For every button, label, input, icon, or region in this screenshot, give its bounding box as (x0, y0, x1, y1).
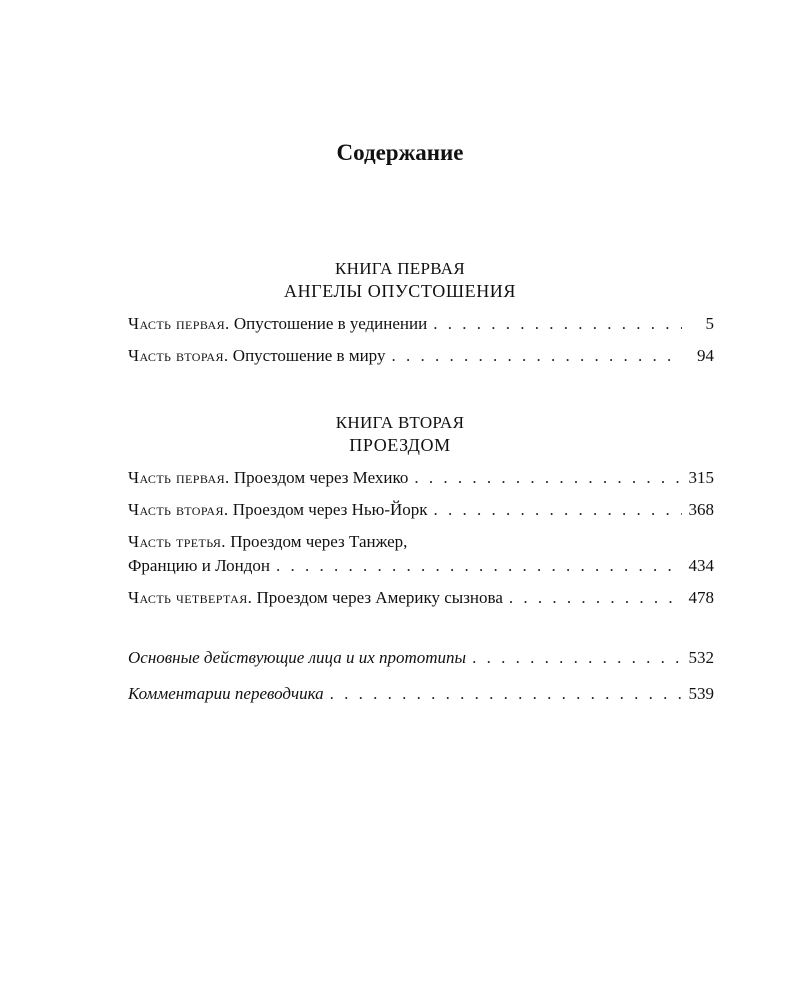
entry-title: Основные действующие лица и их прототипы (128, 648, 467, 667)
entry-title: Опустошение в миру (232, 346, 386, 365)
entry-title: Проездом через Америку сызнова (256, 588, 503, 607)
book-one-label: КНИГА ПЕРВАЯ (335, 259, 465, 278)
toc-entry-book2-part2[interactable] (128, 498, 714, 522)
page-number: 532 (688, 648, 714, 667)
part-label: Часть первая. (128, 468, 230, 487)
page-number: 539 (688, 684, 714, 703)
leader-dots (434, 498, 682, 522)
part-label: Часть вторая. (128, 346, 229, 365)
page-number: 368 (688, 500, 714, 519)
leader-dots (330, 682, 682, 706)
part-label: Часть четвертая. (128, 588, 253, 607)
book-two-label: КНИГА ВТОРАЯ (335, 413, 465, 432)
page-number: 315 (688, 468, 714, 487)
entry-title: Комментарии переводчика (128, 684, 324, 703)
part-label: Часть третья. (128, 532, 226, 551)
toc-entry-book1-part1[interactable] (128, 312, 714, 336)
toc-entry-characters[interactable] (128, 646, 714, 670)
entry-title: Проездом через Мехико (233, 468, 409, 487)
entry-first-line (128, 530, 714, 554)
book-two-name: ПРОЕЗДОМ (349, 435, 451, 455)
page-number: 94 (697, 346, 714, 365)
entry-title: Проездом через Танжер, (230, 532, 408, 551)
entry-title: Опустошение в уединении (233, 314, 428, 333)
toc-entry-book2-part3[interactable] (128, 530, 714, 578)
page-title: Содержание (336, 140, 464, 165)
book-two-heading (0, 412, 800, 456)
page-number: 478 (688, 588, 714, 607)
leader-dots (276, 554, 682, 578)
leader-dots (433, 312, 682, 336)
toc-entry-book2-part1[interactable] (128, 466, 714, 490)
book-one-heading (0, 258, 800, 302)
entry-title: Проездом через Нью-Йорк (232, 500, 428, 519)
page-number: 5 (705, 314, 714, 333)
leader-dots (414, 466, 682, 490)
toc-entry-commentary[interactable] (128, 682, 714, 706)
page-number: 434 (688, 556, 714, 575)
book-one-name: АНГЕЛЫ ОПУСТОШЕНИЯ (283, 281, 517, 301)
toc-entry-book1-part2[interactable] (128, 344, 714, 368)
leader-dots (509, 586, 682, 610)
entry-title-continued: Францию и Лондон (128, 556, 271, 575)
part-label: Часть первая. (128, 314, 230, 333)
toc-entry-book2-part4[interactable] (128, 586, 714, 610)
part-label: Часть вторая. (128, 500, 229, 519)
leader-dots (391, 344, 682, 368)
leader-dots (472, 646, 682, 670)
